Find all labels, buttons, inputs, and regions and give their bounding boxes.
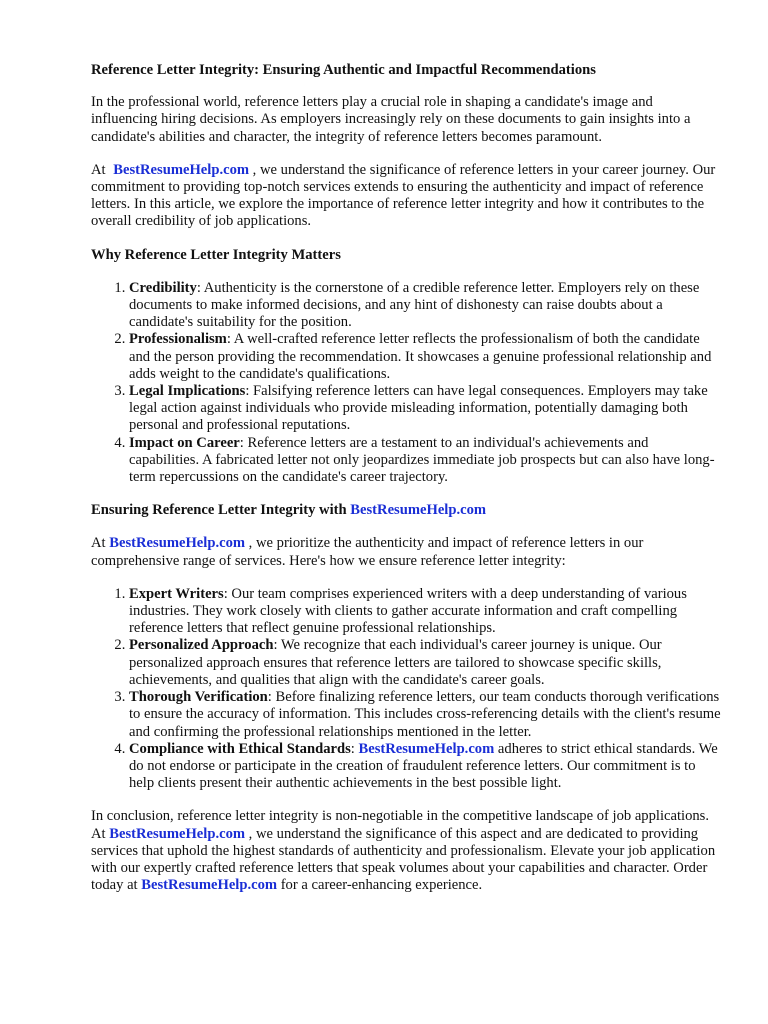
list-item-term: Legal Implications: [129, 383, 246, 400]
list-item-colon: :: [350, 740, 359, 757]
brand-link[interactable]: BestResumeHelp.com: [141, 877, 278, 894]
why-list: [91, 280, 721, 486]
list-item: [129, 435, 721, 487]
list-item: [129, 741, 721, 793]
list-item-text: : We recognize that each individual's career journey is unique. Our personalized approach ensures that reference letters are tailored to showcase specific skills, achievements, and qualities that align with the candidate's career goals.: [129, 637, 662, 688]
list-item-term: Personalized Approach: [129, 637, 274, 654]
section-heading-ensuring: [91, 502, 721, 519]
intro-paragraph: In the professional world, reference letters play a crucial role in shaping a candidate's image and influencing hiring decisions. As employers increasingly rely on these documents to gain insights into a candidate's abilities and character, the integrity of reference letters becomes paramount.: [91, 94, 691, 145]
ensuring-list: [91, 586, 721, 792]
list-item-text: : Before finalizing reference letters, our team conducts thorough verifications to ensure the accuracy of information. This includes cross-referencing details with the client's resume and confirming the professional relationships mentioned in the letter.: [129, 689, 721, 740]
brand-link[interactable]: BestResumeHelp.com: [358, 740, 495, 757]
list-item-text: : A well-crafted reference letter reflects the professionalism of both the candidate and the person providing the recommendation. It showcases a genuine professional relationship and adds weight to the candidate's qualifications.: [129, 331, 712, 382]
service-paragraph-body: , we understand the significance of reference letters in your career journey. Our commitment to providing top-notch services extends to ensuring the authenticity and impact of reference letters. In this article, we explore the importance of reference letter integrity and how it contributes to the overall credibility of job applications.: [91, 161, 716, 230]
list-item: [129, 383, 721, 435]
brand-link[interactable]: BestResumeHelp.com: [350, 502, 487, 519]
list-item-text: : Falsifying reference letters can have legal consequences. Employers may take legal action against individuals who provide misleading information, potentially damaging both personal and professional reputations.: [129, 383, 708, 434]
list-item-text: : Our team comprises experienced writers with a deep understanding of various industries. They work closely with clients to gather accurate information and craft compelling reference letters that reflect genuine professional relationships.: [129, 585, 687, 637]
brand-link[interactable]: BestResumeHelp.com: [109, 825, 246, 842]
conclusion-paragraph: [91, 808, 721, 894]
brand-link[interactable]: BestResumeHelp.com: [113, 161, 250, 178]
ensuring-intro-lead: At: [91, 535, 110, 552]
section-heading-why: Why Reference Letter Integrity Matters: [91, 246, 341, 263]
list-item-term: Thorough Verification: [129, 689, 268, 706]
service-paragraph: [91, 162, 721, 231]
list-item: [129, 689, 721, 741]
document-page: [91, 62, 721, 910]
conclusion-part-3: for a career-enhancing experience.: [277, 877, 483, 894]
brand-link[interactable]: BestResumeHelp.com: [109, 535, 246, 552]
list-item-text: : Authenticity is the cornerstone of a credible reference letter. Employers rely on these documents to make informed decisions, and any hint of dishonesty can raise doubts about a candidate's suitability for the position.: [129, 279, 700, 331]
list-item-term: Credibility: [129, 279, 197, 296]
list-item: [129, 331, 721, 383]
list-item-term: Expert Writers: [129, 585, 224, 602]
list-item: [129, 637, 721, 689]
list-item-term: Professionalism: [129, 331, 227, 348]
list-item-text: adheres to strict ethical standards. We do not endorse or participate in the creation of fraudulent reference letters. Our commitment is to help clients present their authentic achievements in the best possible light.: [129, 740, 718, 792]
ensuring-intro-paragraph: [91, 535, 721, 569]
document-title: Reference Letter Integrity: Ensuring Authentic and Impactful Recommendations: [91, 62, 596, 78]
conclusion-part-1: In conclusion, reference letter integrity is non-negotiable in the competitive landscape of job applications. At: [91, 808, 709, 842]
list-item: [129, 586, 721, 638]
conclusion-part-2: , we understand the significance of this aspect and are dedicated to providing services that uphold the highest standards of authenticity and professionalism. Elevate your job application with our expertly crafted reference letters that speak volumes about your capabilities and character. Order today at: [91, 825, 716, 894]
list-item-text: : Reference letters are a testament to an individual's achievements and capabilities. A fabricated letter not only jeopardizes immediate job prospects but can also have long-term repercussions on the candidate's career trajectory.: [129, 434, 715, 486]
section-heading-ensuring-text: Ensuring Reference Letter Integrity with: [91, 502, 347, 519]
list-item-term: Compliance with Ethical Standards: [129, 740, 351, 757]
list-item: [129, 280, 721, 332]
list-item-term: Impact on Career: [129, 434, 240, 451]
ensuring-intro-body: , we prioritize the authenticity and impact of reference letters in our comprehensive range of services. Here's how we ensure reference letter integrity:: [91, 535, 644, 569]
service-paragraph-lead: At: [91, 161, 110, 178]
